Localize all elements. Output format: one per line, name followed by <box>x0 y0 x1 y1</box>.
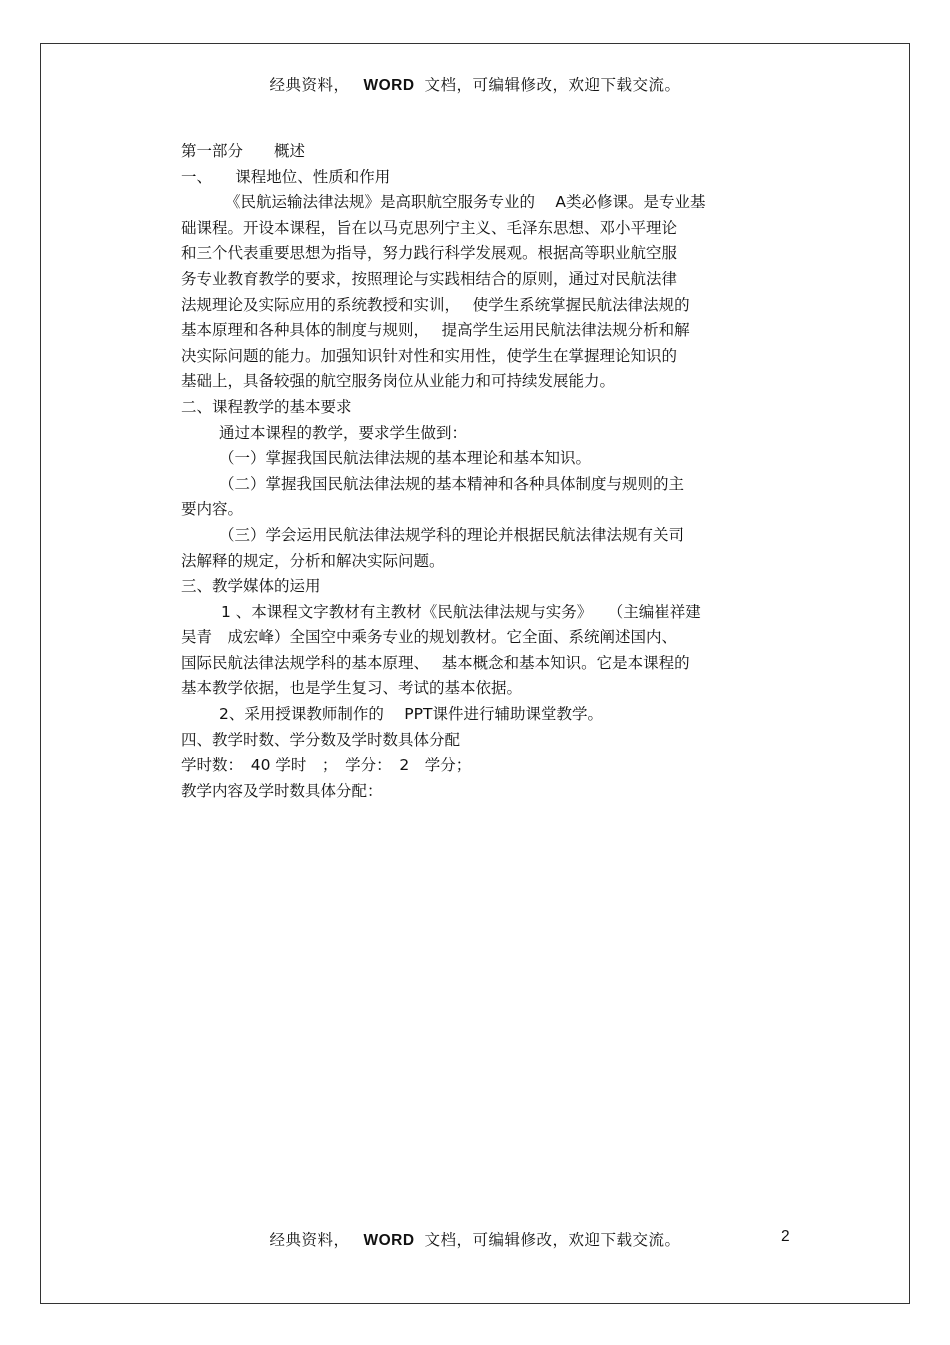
paragraph-line: 基本原理和各种具体的制度与规则， 提高学生运用民航法律法规分析和解 <box>181 321 690 340</box>
page-header <box>0 73 950 95</box>
paragraph-line: 决实际问题的能力。加强知识针对性和实用性，使学生在掌握理论知识的 <box>181 346 678 365</box>
paragraph-line: 《民航运输法律法规》是高职航空服务专业的 A类必修课。是专业基 <box>225 193 706 212</box>
heading-basic-requirements: 二、课程教学的基本要求 <box>181 397 352 416</box>
heading-teaching-media: 三、教学媒体的运用 <box>181 577 321 596</box>
list-item-continuation: 要内容。 <box>181 500 244 519</box>
section-heading-part-one: 第一部分 概述 <box>181 142 306 160</box>
paragraph-line: 吴青 成宏峰）全国空中乘务专业的规划教材。它全面、系统阐述国内、 <box>181 628 678 647</box>
heading-course-position: 一、 课程地位、性质和作用 <box>181 167 391 186</box>
document-body <box>181 139 786 804</box>
paragraph-line: 2、采用授课教师制作的 PPT课件进行辅助课堂教学。 <box>219 705 603 724</box>
paragraph-line: 础课程。开设本课程，旨在以马克思列宁主义、毛泽东思想、邓小平理论 <box>181 218 678 237</box>
footer-text-pre: 经典资料， <box>269 1231 350 1249</box>
list-item: （三）学会运用民航法律法规学科的理论并根据民航法律法规有关司 <box>219 525 685 544</box>
list-item-continuation: 法解释的规定，分析和解决实际问题。 <box>181 551 445 570</box>
paragraph-line: 基础上，具备较强的航空服务岗位从业能力和可持续发展能力。 <box>181 372 616 391</box>
paragraph-line: 国际民航法律法规学科的基本原理、 基本概念和基本知识。它是本课程的 <box>181 653 690 672</box>
paragraph-line: 通过本课程的教学，要求学生做到： <box>219 423 468 442</box>
header-text-post: 文档，可编辑修改，欢迎下载交流。 <box>424 76 681 94</box>
heading-hours-credits: 四、教学时数、学分数及学时数具体分配 <box>181 730 461 749</box>
header-text-pre: 经典资料， <box>269 76 350 94</box>
page-footer <box>0 1228 950 1250</box>
paragraph-line: 务专业教育教学的要求，按照理论与实践相结合的原则，通过对民航法律 <box>181 269 678 288</box>
content-hours-label: 教学内容及学时数具体分配： <box>181 781 383 800</box>
list-item: （二）掌握我国民航法律法规的基本精神和各种具体制度与规则的主 <box>219 474 685 493</box>
paragraph-line: 1 、本课程文字教材有主教材《民航法律法规与实务》 （主编崔祥建 <box>221 602 701 621</box>
list-item: （一）掌握我国民航法律法规的基本理论和基本知识。 <box>219 449 592 468</box>
hours-credits-line: 学时数： 40 学时 ； 学分： 2 学分； <box>181 756 472 775</box>
page-number: 2 <box>781 1228 790 1245</box>
paragraph-line: 基本教学依据，也是学生复习、考试的基本依据。 <box>181 679 523 698</box>
footer-word: WORD <box>363 1232 415 1249</box>
header-word: WORD <box>363 77 415 94</box>
paragraph-line: 法规理论及实际应用的系统教授和实训， 使学生系统掌握民航法律法规的 <box>181 295 690 314</box>
paragraph-line: 和三个代表重要思想为指导，努力践行科学发展观。根据高等职业航空服 <box>181 244 678 263</box>
footer-text-post: 文档，可编辑修改，欢迎下载交流。 <box>424 1231 681 1249</box>
